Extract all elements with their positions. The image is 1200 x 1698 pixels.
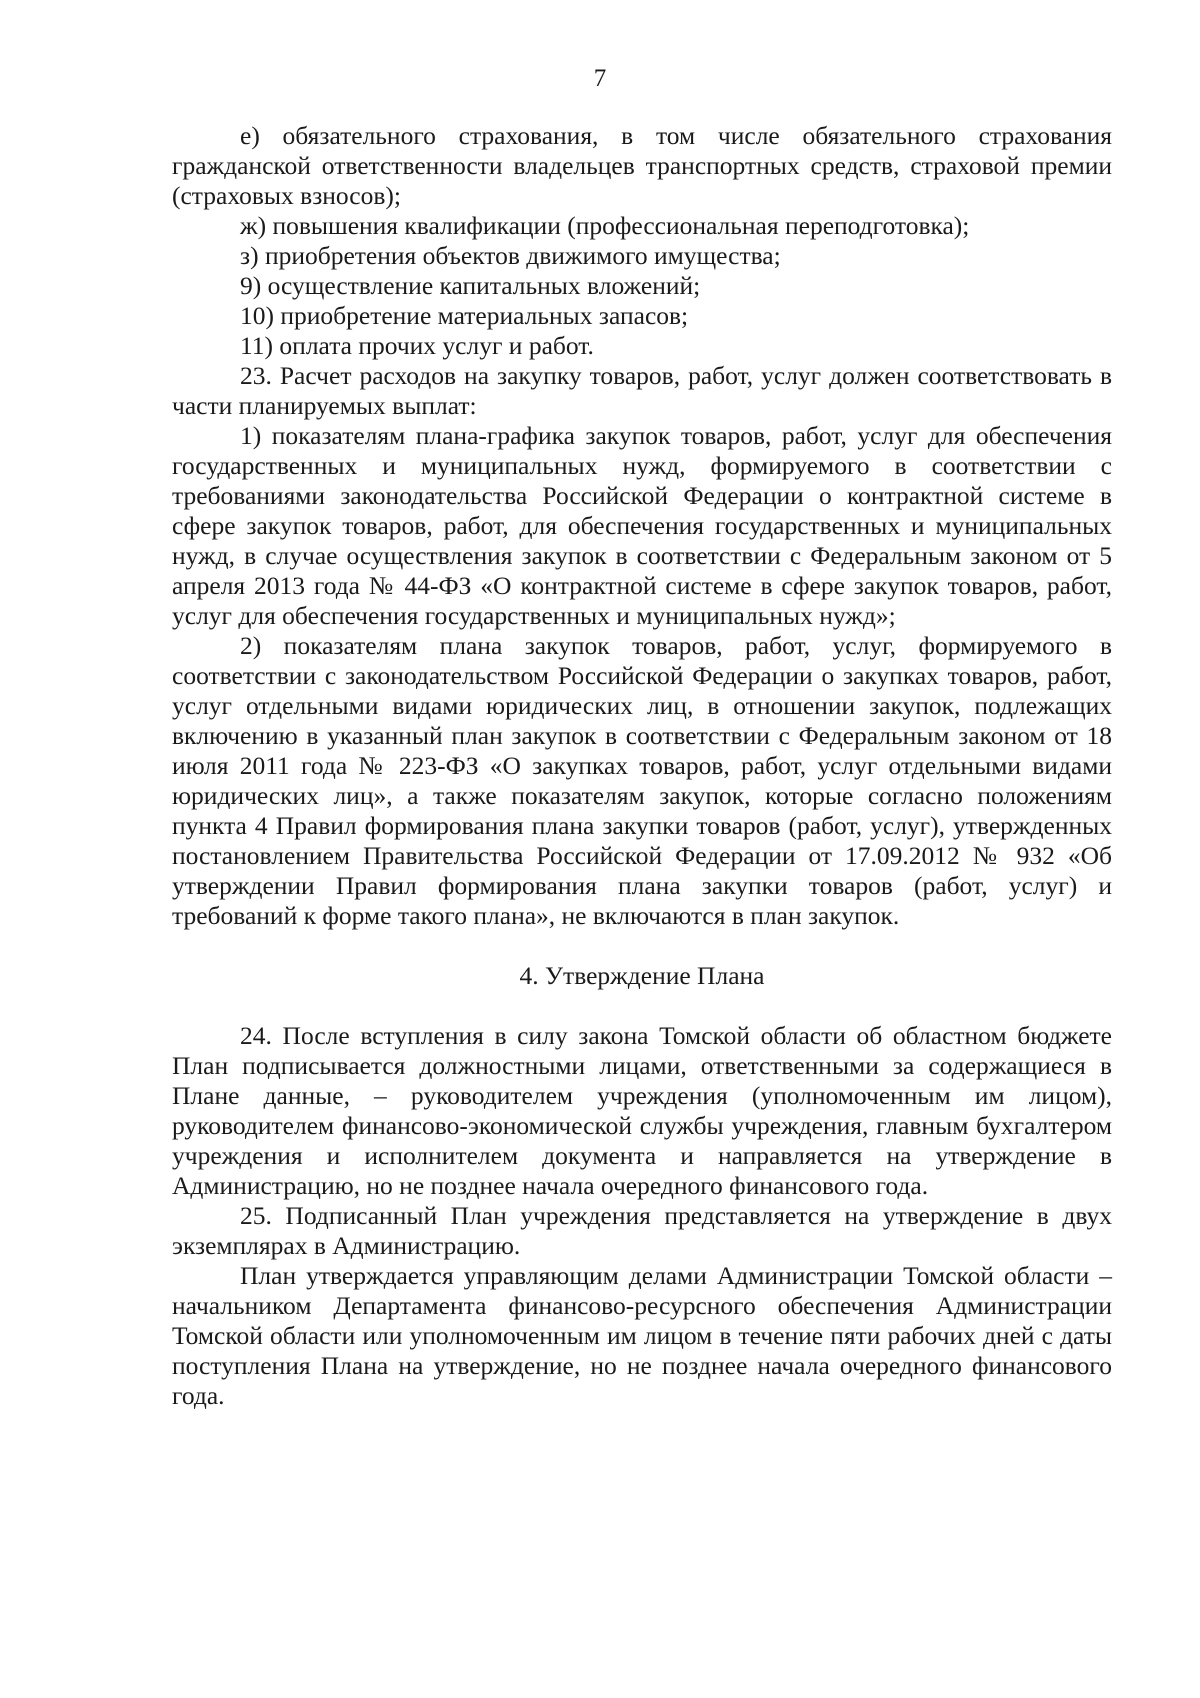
paragraph-24-signing: 24. После вступления в силу закона Томской области об областном бюджете План подписывается должностными лицами, ответственными за содержащиеся в Плане данные, – руководителем учреждения (уполномоченным им лицом), руководителем финансово-экономической службы учреждения, главным бухгалтером учреждения и исполнителем документа и направляется на утверждение в Администрацию, но не позднее начала очередного финансового года. xyxy=(172,1021,1112,1200)
paragraph-23-1-44fz: 1) показателям плана-графика закупок товаров, работ, услуг для обеспечения государственных и муниципальных нужд, формируемого в соответствии с требованиями законодательства Российской Федерации о контрактной системе в сфере закупок товаров, работ, для обеспечения государственных и муниципальных нужд, в случае осуществления закупок в соответствии с Федеральным законом от 5 апреля 2013 года № 44-ФЗ «О контрактной системе в сфере закупок товаров, работ, услуг для обеспечения государственных и муниципальных нужд»; xyxy=(172,421,1112,630)
section-heading: 4. Утверждение Плана xyxy=(519,961,765,990)
paragraph-9-capital-investments: 9) осуществление капитальных вложений; xyxy=(240,271,701,300)
page-number: 7 xyxy=(593,65,607,92)
document-body xyxy=(172,121,1112,1411)
paragraph-23-procurement-costs: 23. Расчет расходов на закупку товаров, работ, услуг должен соответствовать в части планируемых выплат: xyxy=(172,361,1112,420)
paragraph-10-material-stocks: 10) приобретение материальных запасов; xyxy=(240,301,689,330)
paragraph-11-other-services: 11) оплата прочих услуг и работ. xyxy=(240,331,594,360)
paragraph-approval: План утверждается управляющим делами Администрации Томской области – начальником Департамента финансово-ресурсного обеспечения Администрации Томской области или уполномоченным им лицом в течение пяти рабочих дней с даты поступления Плана на утверждение, но не позднее начала очередного финансового года. xyxy=(172,1261,1112,1410)
paragraph-z-movable-property: з) приобретения объектов движимого имущества; xyxy=(240,241,781,270)
paragraph-e-insurance: е) обязательного страхования, в том числе обязательного страхования гражданской ответственности владельцев транспортных средств, страховой премии (страховых взносов); xyxy=(172,121,1112,210)
paragraph-zh-training: ж) повышения квалификации (профессиональная переподготовка); xyxy=(240,211,970,240)
paragraph-25-submission: 25. Подписанный План учреждения представляется на утверждение в двух экземплярах в Администрацию. xyxy=(172,1201,1112,1260)
paragraph-23-2-223fz: 2) показателям плана закупок товаров, работ, услуг, формируемого в соответствии с законодательством Российской Федерации о закупках товаров, работ, услуг отдельными видами юридических лиц, в отношении закупок, подлежащих включению в указанный план закупок в соответствии с Федеральным законом от 18 июля 2011 года № 223-ФЗ «О закупках товаров, работ, услуг отдельными видами юридических лиц», а также показателям закупок, которые согласно положениям пункта 4 Правил формирования плана закупки товаров (работ, услуг), утвержденных постановлением Правительства Российской Федерации от 17.09.2012 № 932 «Об утверждении Правил формирования плана закупки товаров (работ, услуг) и требований к форме такого плана», не включаются в план закупок. xyxy=(172,631,1112,930)
